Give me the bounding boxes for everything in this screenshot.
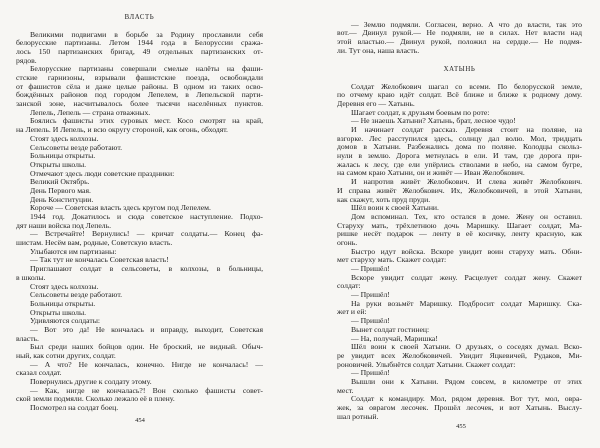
text-line: вот.— Двинул рукой.— Не подмяли, не в силах. Нет власти над (337, 28, 582, 38)
text-line: — На, получай, Маришка! (351, 333, 438, 343)
text-line: на Лепель. И Лепель, и всю округу стороной, как огонь, обходят. (16, 125, 228, 135)
text-line: Шёл воин к своей Хатыни. (351, 203, 439, 213)
text-line: Лепель, Лепель — страна отважных. (30, 107, 151, 117)
text-line: Удивляются солдаты: (30, 316, 101, 326)
text-line: Сельсоветы везде работают. (30, 142, 123, 152)
text-line: сказал солдат. (16, 368, 62, 378)
text-line: по отчему краю идёт солдат. Всё ближе и ближе к родному дому. (337, 90, 582, 100)
text-line: лось 150 партизанских бригад, 49 отдельных партизанских от- (16, 46, 263, 56)
text-line: шистам. Несём вам, родные, Советскую власть. (16, 238, 173, 248)
text-line: Сельсоветы везде работают. (30, 290, 123, 300)
text-line: огонь. (337, 237, 358, 247)
text-line: шал ротный. (337, 411, 379, 421)
text-line: жет и ей: (337, 307, 367, 317)
text-line: Повернулись другие к солдату этому. (30, 377, 152, 387)
text-line: роновичей. Улыбнётся солдат Хатыни. Скажет солдат: (337, 359, 516, 369)
text-line: День Конституции. (30, 194, 94, 204)
text-line: Стоят здесь колхозы. (30, 281, 99, 291)
text-line: власть. (16, 333, 39, 343)
text-line: Солдат к командиру. Мол, рядом деревня. Вот тут, мол, овра- (351, 394, 582, 404)
text-line: ный, как сотни других, солдат. (16, 351, 116, 361)
text-line: Быстро идут войска. Вскоре увидит воин старуху мать. Обни- (351, 246, 582, 256)
text-line: Вскоре увидит солдат жену. Расцелует солдат жену. Скажет (351, 272, 582, 282)
text-line: — Пришёл! (351, 316, 390, 326)
text-line: Дом вспоминал. Тех, кто остался в доме. Жену он оставил. (351, 211, 582, 221)
text-line: Короче — Советская власть здесь кругом под Лепелем. (30, 203, 211, 213)
text-line: как скажут, хоть пруд пруди. (337, 194, 431, 204)
text-line: На руки возьмёт Маришку. Подбросит солдат Маришку. Ска- (351, 298, 582, 308)
text-line: Белорусские партизаны совершали смелые налёты на фаши- (30, 64, 263, 74)
text-line: Шагает солдат, к друзьям боевым по роте: (351, 107, 490, 117)
text-line: этой властью.— Двинул рукой, положил на сердце.— Не подмя- (337, 36, 582, 46)
text-line: Боялись фашисты этих суровых мест. Косо смотрят на край, (30, 116, 263, 126)
text-line: бождённых районов под городом Лепелем, в Лепельской парти- (16, 90, 263, 100)
text-line: солдат: (337, 281, 361, 291)
text-line: дят наши войска под Лепель. (16, 220, 112, 230)
text-line: — Пришёл! (351, 264, 390, 274)
right-page-text (337, 83, 582, 422)
text-line: на самом краю Хатыни, он и живёт — Иван Желобкович. (337, 168, 525, 178)
text-line: И начинает солдат рассказ. Деревня стоит на поляне, на (351, 125, 582, 135)
text-line: — Пришёл! (351, 368, 390, 378)
text-line: белорусские партизаны. Летом 1944 года в Белоруссии сража- (16, 38, 263, 48)
text-line: — Как, нигде не кончалась?! Вон сколько фашисты совет- (30, 385, 263, 395)
text-line: Вынет солдат гостинец: (351, 324, 430, 334)
text-line: рядов. (16, 55, 37, 65)
text-line: Посмотрел на солдат боец. (30, 403, 119, 413)
text-line: Великий Октябрь. (30, 177, 90, 187)
chapter-title-khatyn: ХАТЫНЬ (443, 66, 476, 73)
text-line: Открыты школы. (30, 307, 87, 317)
text-line: нули в землю. Дорога метнулась в ели. И там, где дорога при- (337, 151, 582, 161)
text-line: домов в Хатыни. Разбежались дома по поляне. Колодцы скольз- (337, 142, 582, 152)
text-line: ли. Тут она, наша власть. (337, 45, 420, 55)
text-line: от фашистов сёла и даже целые районы. В одном из таких осво- (16, 81, 263, 91)
text-line: Отмечают здесь люди советские праздники: (30, 168, 175, 178)
text-line: Стоят здесь колхозы. (30, 133, 99, 143)
text-line: — Пришёл! (351, 290, 390, 300)
text-line: Солдат Желобкович шагал со всеми. По белорусской земле, (351, 81, 582, 91)
page-number: 454 (135, 417, 145, 424)
text-line: в школы. (16, 272, 46, 282)
text-line: Больницы открыты. (30, 151, 96, 161)
text-line: — Так тут не кончалась Советская власть! (30, 255, 169, 265)
text-line: Вышли они к Хатыни. Рядом совсем, в километре от этих (351, 376, 582, 386)
text-line: стские гарнизоны, взрывали фашистские поезда, освобождали (16, 73, 263, 83)
text-line: ской земли подмяли. Сколько лежало её в плену. (16, 394, 175, 404)
text-line: занской зоне, насчитывалось более тысячи населённых пунктов. (16, 99, 263, 109)
text-line: мет старуху мать. Скажет солдат: (337, 255, 447, 265)
text-line: Шёл воин к своей Хатыни. О друзьях, о соседях думал. Вско- (351, 342, 582, 352)
text-line: И справа живёт Желобкович. Их, Желобковичей, в этой Хатыни, (337, 185, 582, 195)
page-number: 455 (456, 423, 466, 430)
text-line: Приглашают солдат в сельсоветы, в колхозы, в больницы, (30, 264, 263, 274)
text-line: ре увидит всех Желобковичей. Увидит Яцкевичей, Рудаков, Ми- (337, 350, 582, 360)
text-line: — Вот это да! Не кончалась и вправду, выходит, Советская (30, 324, 263, 334)
text-line: Больницы открыты. (30, 298, 96, 308)
right-page (300, 0, 600, 448)
text-line: День Первого мая. (30, 185, 91, 195)
text-line: Деревня его — Хатынь. (337, 98, 415, 108)
text-line: Улыбаются им партизаны: (30, 246, 117, 256)
text-line: Был среди наших бойцов один. Не броский, не видный. Обыч- (30, 342, 263, 352)
text-line: — А что? Не кончалась, конечно. Нигде не кончалась! — (30, 359, 263, 369)
text-line: Старуху мать, трёхлетнюю дочь Маришку. Шагает солдат, Ма- (337, 220, 582, 230)
text-line: жалась к лесу, где ели упёрлись стволами в небо, на самом бугре, (337, 159, 582, 169)
right-page-intro-text (337, 21, 582, 56)
left-page-text (16, 31, 263, 413)
text-line: взгорке. Лес расступился здесь, солнцу дал волю. Мол, тридцать (337, 133, 582, 143)
text-line: Открыты школы. (30, 159, 87, 169)
text-line: — Землю подмяли. Согласен, верно. А что до власти, так это (351, 19, 582, 29)
chapter-title-vlast: ВЛАСТЬ (124, 14, 155, 21)
text-line: 1944 год. Докатилось и сюда советское наступление. Подхо- (30, 212, 263, 222)
text-line: И напротив живёт Желобкович. И слева живёт Желобкович. (351, 177, 582, 187)
text-line: — Не знаешь Хатыни? Хатынь, брат, лесное чудо! (351, 116, 516, 126)
text-line: мест. (337, 385, 354, 395)
text-line: жек, за оврагом лесочек. Прошёл лесочек, и вот Хатынь. Выслу- (337, 403, 582, 413)
text-line: ришке несёт подарок — ленту в её косичку, ленту красную, как (337, 229, 582, 239)
text-line: Великими подвигами в борьбе за Родину прославили себя (30, 29, 263, 39)
text-line: — Встречайте! Вернулись! — кричат солдаты.— Конец фа- (30, 229, 263, 239)
